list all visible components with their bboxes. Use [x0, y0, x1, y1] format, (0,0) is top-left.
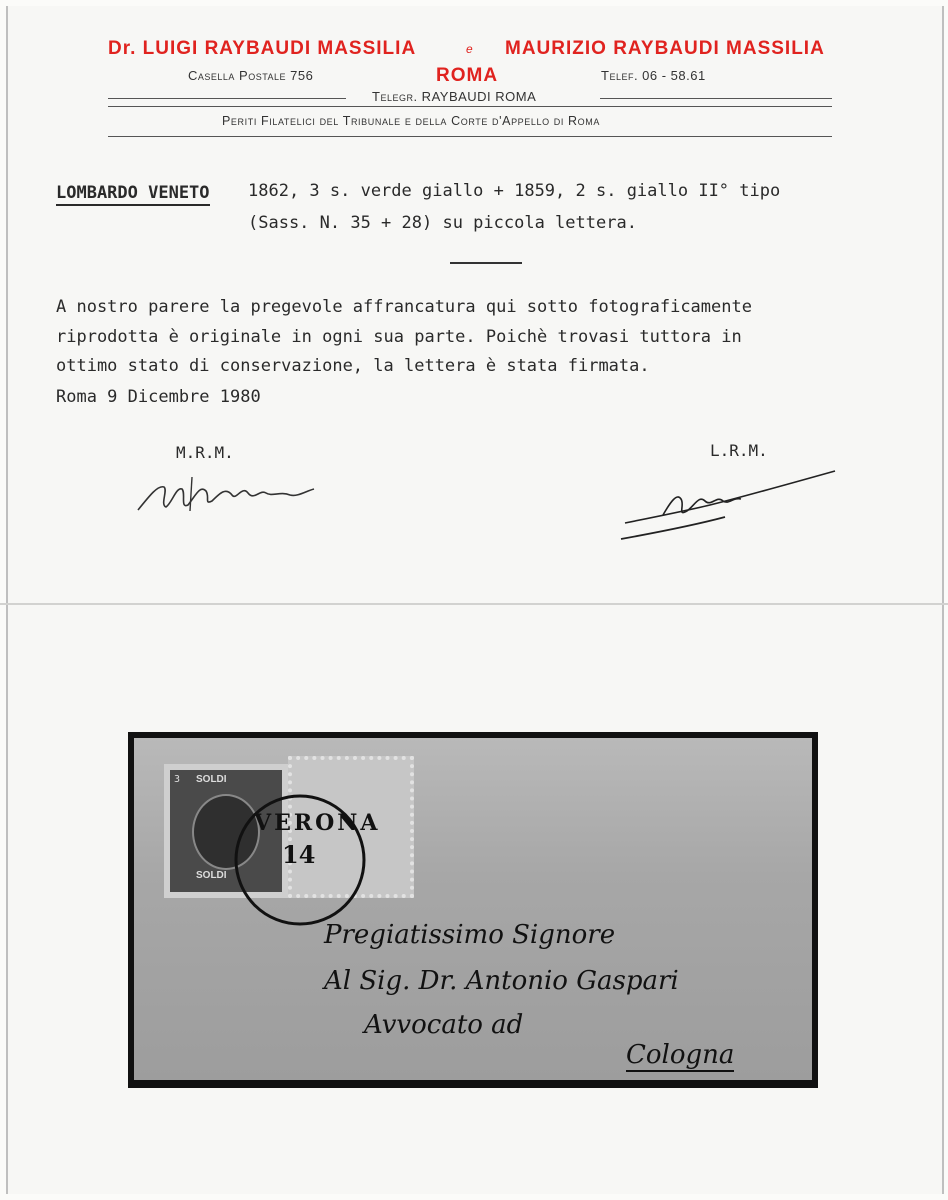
certificate-date: Roma 9 Dicembre 1980 [56, 387, 261, 407]
initials-right: L.R.M. [710, 441, 768, 460]
letterhead-rule-right [600, 98, 832, 99]
signature-right-icon [615, 465, 840, 545]
stamp-value: 3 [174, 774, 181, 785]
cover-photograph [128, 732, 818, 1088]
certificate-title: LOMBARDO VENETO [56, 183, 210, 206]
letterhead-rule-left [108, 98, 346, 99]
letterhead-telegraph: Telegr. RAYBAUDI ROMA [372, 89, 537, 104]
body-line-1: A nostro parere la pregevole affrancatura qui sotto fotograficamente [56, 297, 752, 317]
body-line-2: riprodotta è originale in ogni sua parte. Poichè trovasi tuttora in [56, 327, 742, 347]
address-line-3: Avvocato ad [364, 1010, 524, 1040]
initials-left: M.R.M. [176, 443, 234, 462]
page-fold-line [0, 603, 948, 605]
letterhead-casella: Casella Postale 756 [188, 68, 314, 83]
letterhead-conjunction: e [466, 42, 473, 56]
body-line-3: ottimo stato di conservazione, la lettera è stata firmata. [56, 356, 650, 376]
letterhead-city: ROMA [436, 65, 499, 86]
postmark-day: 14 [282, 840, 316, 869]
stamp-label-top: SOLDI [196, 774, 227, 785]
letterhead-name-left: Dr. LUIGI RAYBAUDI MASSILIA [108, 38, 417, 59]
envelope [134, 738, 812, 1080]
postmark-city: VERONA [254, 810, 381, 836]
address-line-2: Al Sig. Dr. Antonio Gaspari [324, 966, 679, 996]
letterhead-name-right: MAURIZIO RAYBAUDI MASSILIA [505, 38, 825, 59]
certificate-description-line-2: (Sass. N. 35 + 28) su piccola lettera. [248, 213, 637, 233]
letterhead-telephone: Telef. 06 - 58.61 [601, 68, 706, 83]
address-line-4: Cologna [626, 1040, 735, 1070]
certificate-description-line-1: 1862, 3 s. verde giallo + 1859, 2 s. giallo II° tipo [248, 181, 781, 201]
letterhead-rule-middle [108, 106, 832, 107]
letterhead-rule-bottom [108, 136, 832, 137]
signature-left-icon [130, 465, 320, 525]
section-divider [450, 262, 522, 264]
stamp-label-bottom: SOLDI [196, 870, 227, 881]
letterhead-periti: Periti Filatelici del Tribunale e della Corte d'Appello di Roma [222, 114, 600, 128]
address-line-1: Pregiatissimo Signore [324, 920, 616, 950]
